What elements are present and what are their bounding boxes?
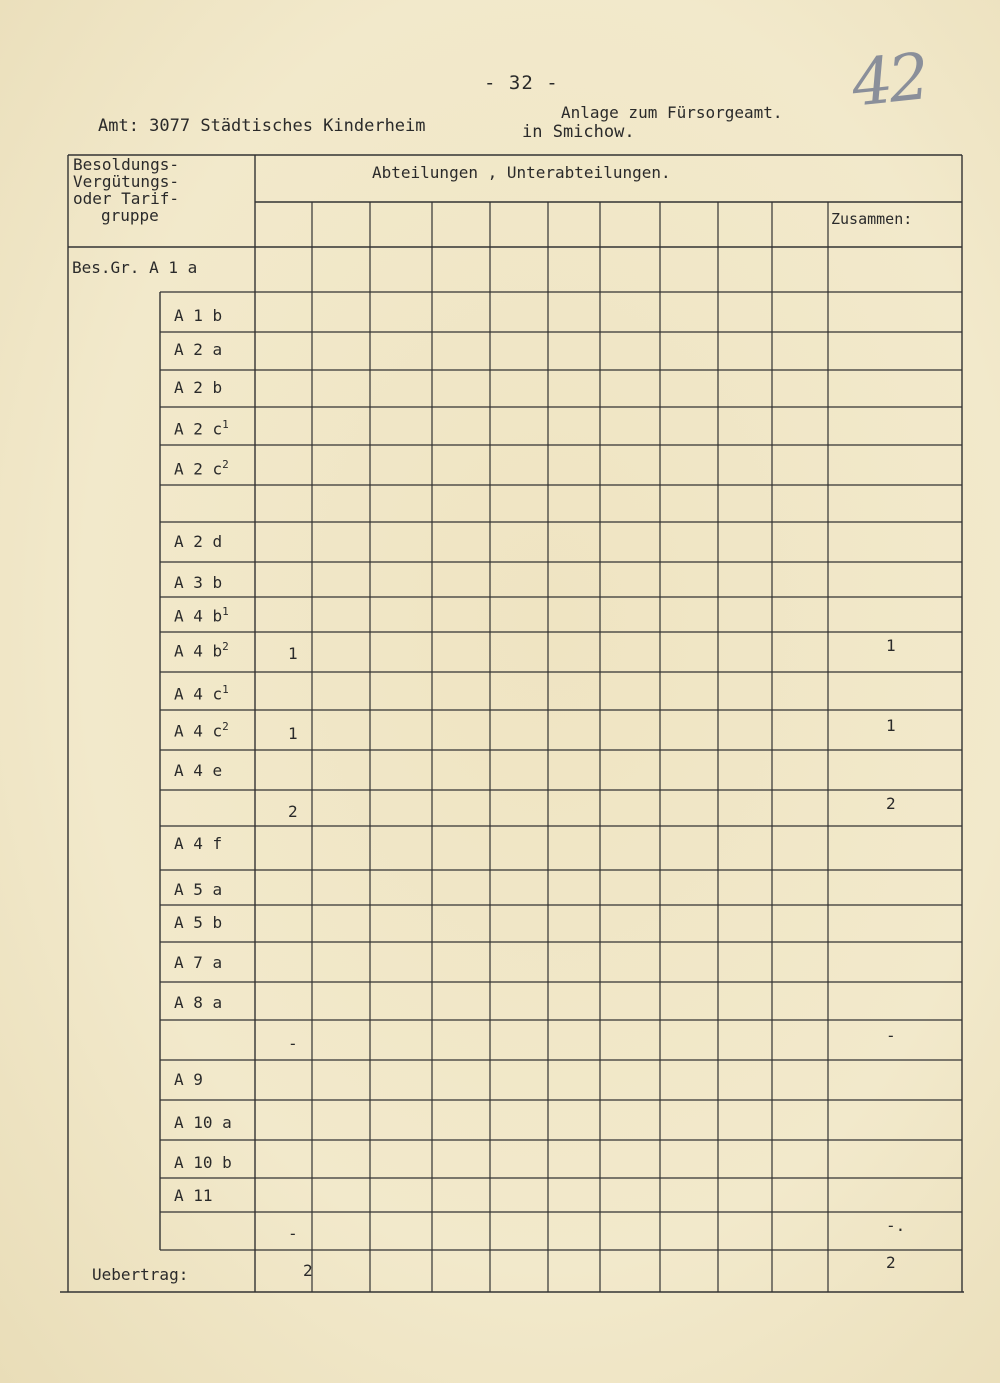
first-dept-value: - — [288, 1224, 298, 1243]
carry-over-label: Uebertrag: — [92, 1265, 189, 1284]
row-label: A 4 $c^2$ — [174, 720, 229, 741]
row-label: A 7 a — [174, 953, 223, 972]
carry-over-total: 2 — [886, 1253, 896, 1272]
total-value: 1 — [886, 636, 896, 655]
row-label: A 4 $c^1$ — [174, 683, 229, 704]
office-name: Amt: 3077 Städtisches Kinderheim — [98, 116, 426, 136]
group-header-line-4: gruppe — [101, 206, 159, 225]
total-value: 1 — [886, 716, 896, 735]
row-label: A 4 e — [174, 761, 223, 780]
page-number: - 32 - — [484, 72, 559, 94]
row-label: A 2 $c^1$ — [174, 418, 229, 439]
row-label: A 8 a — [174, 993, 223, 1012]
total-value: 2 — [886, 794, 896, 813]
total-column-header: Zusammen: — [831, 210, 913, 228]
row-label: A 4 f — [174, 834, 223, 853]
departments-header: Abteilungen , Unterabteilungen. — [372, 163, 671, 182]
first-dept-value: 2 — [288, 802, 298, 821]
attachment-note: Anlage zum Fürsorgeamt. — [561, 103, 783, 122]
row-label: A 4 $b^1$ — [174, 605, 229, 626]
group-header-line-3: oder Tarif- — [73, 189, 179, 208]
row-label: A 10 b — [174, 1153, 232, 1172]
row-label: A 2 d — [174, 532, 223, 551]
first-dept-value: - — [288, 1034, 298, 1053]
row-label: A 2 b — [174, 378, 223, 397]
first-dept-value: 1 — [288, 724, 298, 743]
row-label: A 5 a — [174, 880, 223, 899]
handwritten-page-number: 42 — [848, 40, 930, 122]
row-label: A 10 a — [174, 1113, 232, 1132]
row-label: A 2 $c^2$ — [174, 458, 229, 479]
row-label: A 9 — [174, 1070, 203, 1089]
row-label: A 4 $b^2$ — [174, 640, 229, 661]
total-value: - — [886, 1026, 896, 1045]
carry-over-first: 2 — [303, 1261, 313, 1280]
row-label: A 1 b — [174, 306, 223, 325]
group-header-line-2: Vergütungs- — [73, 172, 179, 191]
first-dept-value: 1 — [288, 644, 298, 663]
total-value: -. — [886, 1216, 906, 1235]
group-header-line-1: Besoldungs- — [73, 155, 179, 174]
group-column-header — [73, 156, 253, 224]
row-label: A 5 b — [174, 913, 223, 932]
row-label: A 11 — [174, 1186, 213, 1205]
location-note: in Smichow. — [522, 122, 635, 142]
row-label: A 3 b — [174, 573, 223, 592]
row-label: A 2 a — [174, 340, 223, 359]
row-label: Bes.Gr. A 1 a — [72, 258, 198, 277]
